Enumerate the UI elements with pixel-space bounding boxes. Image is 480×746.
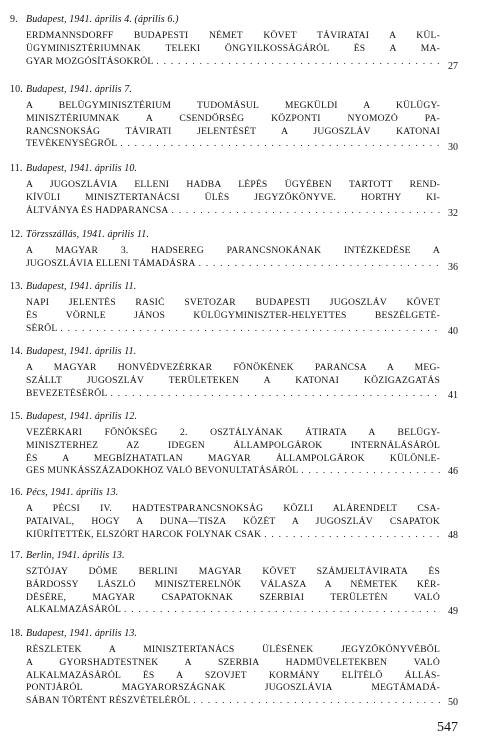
page-number: 40 [448,326,458,337]
entry-date-place: Berlin, 1941. április 13. [26,550,125,561]
title-line: ALKALMAZÁSÁRÓL [26,604,122,616]
title-last-line [26,695,440,708]
title-line: RÉSZLETEK A MINISZTERTANÁCS ÜLÉSÉNEK JEGYZŐKÖNYVÉBŐL [26,644,440,655]
page-number: 49 [448,606,458,617]
entry-title [26,362,440,400]
toc-entry-16 [10,487,458,541]
title-line: TEVÉKENYSÉGRŐL [26,138,118,150]
title-line: GES MUNKÁSSZÁZADOKHOZ VALÓ BEVONULTATÁSÁRÓL [26,465,299,477]
page-number: 46 [448,466,458,477]
title-line: BEVEZETÉSÉRŐL [26,387,108,399]
title-line: ÉS VÖRNLE JÁNOS KÜLÜGYMINISZTER-HELYETTES BESZÉLGETÉ- [26,309,440,321]
title-line: KIÜRÍTETTÉK, ELSZÓRT HARCOK FOLYNAK CSAK [26,528,262,540]
entry-date-place: Budapest, 1941. április 13. [26,628,138,639]
entry-number: 9. [10,14,18,25]
entry-date-place: Budapest, 1941. április 11. [26,281,137,292]
entry-title [26,503,440,541]
entry-header [10,411,458,423]
leader-dots [121,604,440,617]
title-last-line [26,138,440,151]
leader-dots [153,56,440,69]
entry-title [26,644,440,708]
title-line: MINISZTÉRIUMNAK A CSENDŐRSÉG KÖZPONTI NYOMOZÓ PA- [26,112,440,124]
entry-header [10,229,458,241]
title-line: A JUGOSZLÁVIA ELLENI HADBA LÉPÉS ÜGYÉBEN TARTOTT REND- [26,179,440,190]
toc-entry-11 [10,163,458,217]
title-line: SÁBAN TÖRTÉNT RÉSZVÉTELÉRŐL [26,695,191,707]
title-line: SZTÓJAY DÖME BERLINI MAGYAR KÖVET SZÁMJELTÁVIRATA ÉS [26,566,440,577]
title-line: ÉS A MEGBÍZHATATLAN MAGYAR ÁLLAMPOLGÁROK KÜLÖNLE- [26,452,440,464]
page-number: 36 [448,262,458,273]
title-line: A GYORSHADTESTNEK A SZERBIA HADMŰVELETEKBEN VALÓ [26,656,440,668]
title-line: RANCSNOKSÁG TÁVIRATI JELENTÉSÉT A JUGOSZLÁV KATONAI [26,125,440,137]
entry-number: 16. [10,487,23,498]
entry-header [10,628,458,640]
title-line: A BELÜGYMINISZTÉRIUM TUDOMÁSUL MEGKÜLDI A KÜLÜGY- [26,100,440,111]
toc-entry-12 [10,229,458,271]
entry-header [10,346,458,358]
page-number: 32 [448,208,458,219]
leader-dots [261,529,440,542]
entry-number: 11. [10,163,23,174]
title-line: A PÉCSI IV. HADTESTPARANCSNOKSÁG KÖZLI ALÁRENDELT CSA- [26,503,440,514]
title-line: PONTJÁRÓL MAGYARORSZÁGNAK JUGOSZLÁVIA MEGTÁMADÁ- [26,682,440,694]
entry-date-place: Budapest, 1941. április 10. [26,163,138,174]
page-number: 30 [448,142,458,153]
leader-dots [169,205,441,218]
title-line: MINISZTERHEZ AZ IDEGEN ÁLLAMPOLGÁROK INTERNÁLÁSÁRÓL [26,439,440,451]
title-last-line [26,604,440,617]
leader-dots [298,465,440,478]
title-line: ERDMANNSDORFF BUDAPESTI NÉMET KÖVET TÁVIRATAI A KÜL- [26,30,440,41]
leader-dots [117,138,440,151]
title-line: SZÁLLT JUGOSZLÁV TERÜLETEKEN A KATONAI KÖZIGAZGATÁS [26,374,440,386]
title-line: VEZÉRKARI FŐNÖKSÉG 2. OSZTÁLYÁNAK ÁTIRATA A BELÜGY- [26,427,440,438]
toc-entry-15 [10,411,458,478]
page-number: 41 [448,390,458,401]
title-last-line [26,465,440,478]
toc-entry-14 [10,346,458,400]
entry-number: 10. [10,84,23,95]
entry-date-place: Törzsszállás, 1941. április 11. [26,229,149,240]
page-number: 48 [448,530,458,541]
page-number: 27 [448,61,458,72]
toc-entry-13 [10,281,458,335]
title-line: ALKALMAZÁSÁRÓL ÉS A SZOVJET KORMÁNY ELÍTÉLŐ ÁLLÁS- [26,669,440,681]
entry-number: 14. [10,346,23,357]
entry-title [26,100,440,151]
entry-header [10,281,458,293]
entry-date-place: Budapest, 1941. április 12. [26,411,138,422]
title-last-line [26,258,440,271]
entry-date-place: Budapest, 1941. április 7. [26,84,132,95]
entry-title [26,245,440,271]
leader-dots [57,323,440,336]
entry-number: 18. [10,628,23,639]
title-line: JUGOSZLÁVIA ELLENI TÁMADÁSRA [26,257,196,269]
title-line: ÜGYMINISZTÉRIUMNAK TELEKI ÖNGYILKOSSÁGÁRÓL ÉS A MA- [26,42,440,54]
title-line: BÁRDOSSY LÁSZLÓ MINISZTERELNÖK VÁLASZA A NÉMETEK KÉR- [26,578,440,590]
entry-date-place: Budapest, 1941. április 11. [26,346,137,357]
title-line: A MAGYAR HONVÉDVEZÉRKAR FŐNÖKÉNEK PARANCSA A MEG- [26,362,440,373]
toc-entry-18 [10,628,458,708]
entry-title [26,566,440,617]
leader-dots [190,695,440,708]
title-line: GYAR MOZGÓSÍTÁSOKRÓL [26,55,154,67]
folio-page-number: 547 [437,720,458,735]
title-line: KÍVÜLI MINISZTERTANÁCSI ÜLÉS JEGYZŐKÖNYVE. HORTHY KI- [26,191,440,203]
entry-number: 17. [10,550,23,561]
title-last-line [26,205,440,218]
title-last-line [26,388,440,401]
entry-number: 12. [10,229,23,240]
title-line: PATAIVAL, HOGY A DUNA—TISZA KÖZÉT A JUGOSZLÁV CSAPATOK [26,515,440,527]
toc-entry-10 [10,84,458,151]
title-line: NAPI JELENTÉS RASIĆ SVETOZAR BUDAPESTI JUGOSZLÁV KÖVET [26,297,440,308]
entry-title [26,30,440,68]
title-last-line [26,56,440,69]
entry-number: 13. [10,281,23,292]
entry-title [26,427,440,478]
title-line: SÉRŐL [26,322,58,334]
entry-header [10,14,458,26]
entry-date-place: Budapest, 1941. április 4. (április 6.) [26,14,179,25]
entry-header [10,487,458,499]
toc-entry-9 [10,14,458,68]
title-line: A MAGYAR 3. HADSEREG PARANCSNOKÁNAK INTÉZKEDÉSE A [26,245,440,256]
title-line: DÉSÉRE, MAGYAR CSAPATOKNAK SZERBIAI TERÜLETÉN VALÓ [26,591,440,603]
title-line: ÁLTVÁNYA ÉS HADPARANCSA [26,204,169,216]
title-last-line [26,529,440,542]
entry-title [26,297,440,335]
entry-header [10,163,458,175]
page-number: 50 [448,697,458,708]
entry-number: 15. [10,411,23,422]
entry-title [26,179,440,217]
leader-dots [196,258,440,271]
entry-header [10,550,458,562]
entry-header [10,84,458,96]
title-last-line [26,323,440,336]
toc-entry-17 [10,550,458,617]
leader-dots [107,388,440,401]
entry-date-place: Pécs, 1941. április 13. [26,487,119,498]
